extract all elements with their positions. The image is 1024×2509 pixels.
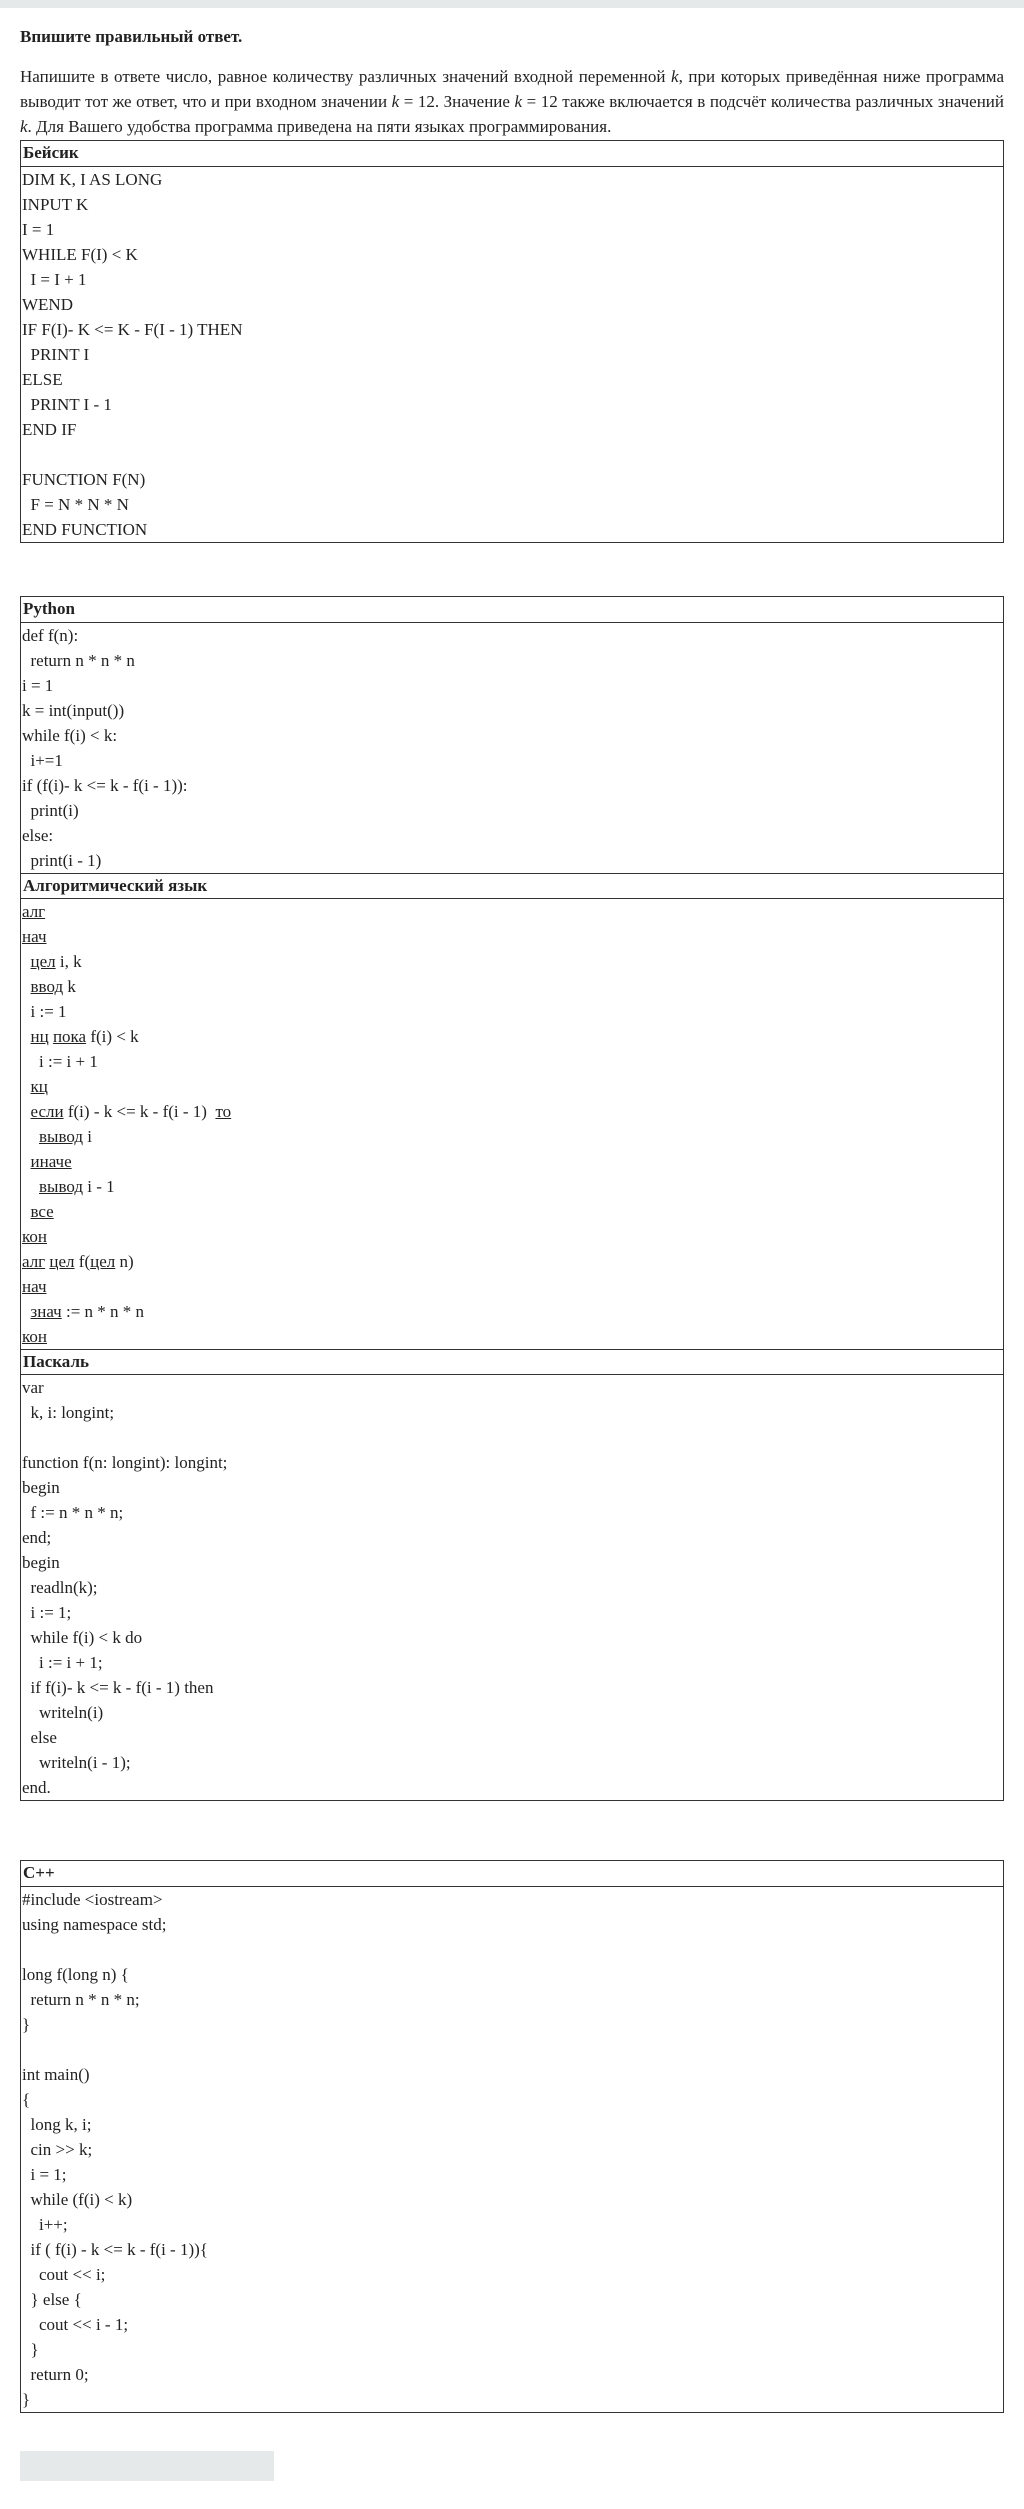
code-line bbox=[21, 1274, 1003, 1299]
code-line: return 0; bbox=[22, 2365, 89, 2384]
code-line: cin >> k; bbox=[22, 2140, 93, 2159]
code-line: } bbox=[22, 2015, 31, 2034]
code-line: readln(k); bbox=[22, 1578, 98, 1597]
code-line: def f(n): bbox=[22, 626, 79, 645]
keyword: иначе bbox=[30, 1152, 72, 1171]
pascal-code bbox=[21, 1375, 1003, 1800]
code-line bbox=[21, 1074, 1003, 1099]
code-line bbox=[21, 1249, 1003, 1274]
keyword: кон bbox=[22, 1327, 47, 1346]
code-line: } else { bbox=[22, 2290, 82, 2309]
code-line bbox=[21, 1149, 1003, 1174]
code-text: f(i) - k <= k - f(i - 1) bbox=[63, 1102, 216, 1121]
keyword: цел bbox=[30, 952, 56, 971]
code-line bbox=[21, 1425, 1003, 1450]
code-line: #include <iostream> bbox=[22, 1890, 163, 1909]
code-line: i := 1; bbox=[22, 1603, 72, 1622]
code-line: int main() bbox=[22, 2065, 90, 2084]
answer-field[interactable] bbox=[20, 2451, 274, 2481]
code-line: k = int(input()) bbox=[22, 701, 125, 720]
task-page bbox=[20, 8, 1005, 2409]
code-line: i+=1 bbox=[22, 751, 63, 770]
keyword: нач bbox=[22, 1277, 47, 1296]
code-line: i = 1 bbox=[22, 676, 54, 695]
code-text bbox=[22, 1027, 31, 1046]
code-line bbox=[21, 1937, 1003, 1962]
keyword: цел bbox=[49, 1252, 75, 1271]
code-text: i := 1 bbox=[22, 1002, 67, 1021]
code-line: i := i + 1; bbox=[22, 1653, 103, 1672]
basic-title: Бейсик bbox=[21, 141, 1003, 167]
cpp-code-box bbox=[20, 1860, 1004, 2413]
code-line: while (f(i) < k) bbox=[22, 2190, 133, 2209]
code-line: i = 1; bbox=[22, 2165, 67, 2184]
variable-k: k bbox=[391, 92, 400, 111]
question-text: , при которых приведённая ниже программа выводит тот же ответ, что и при входном значении bbox=[20, 67, 1004, 111]
code-line: print(i - 1) bbox=[22, 851, 102, 870]
code-line bbox=[21, 1324, 1003, 1349]
keyword: алг bbox=[22, 902, 46, 921]
code-text: f( bbox=[74, 1252, 91, 1271]
code-line bbox=[21, 899, 1003, 924]
code-line: writeln(i - 1); bbox=[22, 1753, 131, 1772]
code-line bbox=[21, 1174, 1003, 1199]
code-text: i, k bbox=[55, 952, 82, 971]
code-text bbox=[22, 1177, 39, 1196]
keyword: ввод bbox=[30, 977, 64, 996]
question-text: . Для Вашего удобства программа приведена на пяти языках программирования. bbox=[27, 117, 612, 136]
code-line: } bbox=[22, 2340, 39, 2359]
algo-code bbox=[21, 899, 1003, 1349]
code-line bbox=[21, 1299, 1003, 1324]
code-line: if ( f(i) - k <= k - f(i - 1)){ bbox=[22, 2240, 208, 2259]
code-line: end. bbox=[22, 1778, 51, 1797]
code-line: print(i) bbox=[22, 801, 79, 820]
code-text bbox=[22, 1302, 31, 1321]
code-text: f(i) < k bbox=[86, 1027, 139, 1046]
code-line: END IF bbox=[22, 420, 77, 439]
keyword: кон bbox=[22, 1227, 47, 1246]
cpp-code bbox=[21, 1887, 1003, 2412]
question-text: = 12 также включается в подсчёт количества различных значений bbox=[522, 92, 1005, 111]
keyword: вывод bbox=[39, 1177, 84, 1196]
code-line: I = 1 bbox=[22, 220, 55, 239]
code-text: k bbox=[63, 977, 76, 996]
cpp-title: C++ bbox=[21, 1861, 1003, 1887]
python-code bbox=[21, 623, 1003, 873]
code-text: i := i + 1 bbox=[22, 1052, 98, 1071]
code-line: } bbox=[22, 2390, 31, 2409]
keyword: нц bbox=[30, 1027, 49, 1046]
code-line: F = N * N * N bbox=[22, 495, 129, 514]
code-line bbox=[21, 1049, 1003, 1074]
code-line: i++; bbox=[22, 2215, 68, 2234]
code-line: IF F(I)- K <= K - F(I - 1) THEN bbox=[22, 320, 243, 339]
code-line: WHILE F(I) < K bbox=[22, 245, 138, 264]
code-line: WEND bbox=[22, 295, 73, 314]
code-text bbox=[22, 1127, 39, 1146]
code-line: return n * n * n bbox=[22, 651, 135, 670]
keyword: цел bbox=[90, 1252, 116, 1271]
keyword: знач bbox=[30, 1302, 62, 1321]
code-line bbox=[21, 1124, 1003, 1149]
task-question bbox=[20, 64, 1004, 139]
code-line: using namespace std; bbox=[22, 1915, 167, 1934]
algo-title: Алгоритмический язык bbox=[21, 873, 1003, 899]
code-line bbox=[21, 442, 1003, 467]
code-text: := n * n * n bbox=[61, 1302, 145, 1321]
keyword: то bbox=[215, 1102, 232, 1121]
python-code-box bbox=[20, 596, 1004, 1801]
code-line: INPUT K bbox=[22, 195, 89, 214]
code-line bbox=[21, 1199, 1003, 1224]
code-line: I = I + 1 bbox=[22, 270, 87, 289]
variable-k: k bbox=[20, 117, 28, 136]
question-text: = 12. Значение bbox=[399, 92, 515, 111]
code-line: f := n * n * n; bbox=[22, 1503, 124, 1522]
code-text bbox=[22, 1102, 31, 1121]
code-line bbox=[21, 1224, 1003, 1249]
code-line: begin bbox=[22, 1553, 60, 1572]
code-line: { bbox=[22, 2090, 31, 2109]
keyword: кц bbox=[30, 1077, 48, 1096]
code-line bbox=[21, 1024, 1003, 1049]
pascal-title: Паскаль bbox=[21, 1349, 1003, 1375]
code-text bbox=[22, 952, 31, 971]
question-text: Напишите в ответе число, равное количеству различных значений входной переменной bbox=[20, 67, 672, 86]
code-line: END FUNCTION bbox=[22, 520, 148, 539]
code-line: PRINT I - 1 bbox=[22, 395, 112, 414]
variable-k: k bbox=[671, 67, 679, 86]
code-text bbox=[22, 1077, 31, 1096]
code-text: n) bbox=[115, 1252, 134, 1271]
code-line bbox=[21, 924, 1003, 949]
code-line: function f(n: longint): longint; bbox=[22, 1453, 228, 1472]
code-line bbox=[21, 1099, 1003, 1124]
code-line: FUNCTION F(N) bbox=[22, 470, 146, 489]
code-line: else: bbox=[22, 826, 54, 845]
keyword: пока bbox=[52, 1027, 87, 1046]
code-line bbox=[21, 974, 1003, 999]
keyword: алг bbox=[22, 1252, 46, 1271]
keyword: все bbox=[30, 1202, 54, 1221]
code-line: cout << i - 1; bbox=[22, 2315, 129, 2334]
top-bar bbox=[0, 0, 1024, 8]
code-line: long f(long n) { bbox=[22, 1965, 129, 1984]
code-line: k, i: longint; bbox=[22, 1403, 115, 1422]
code-text: i - 1 bbox=[83, 1177, 115, 1196]
code-line: else bbox=[22, 1728, 57, 1747]
code-text bbox=[22, 1152, 31, 1171]
code-text bbox=[22, 1202, 31, 1221]
code-line: if (f(i)- k <= k - f(i - 1)): bbox=[22, 776, 188, 795]
code-line: if f(i)- k <= k - f(i - 1) then bbox=[22, 1678, 214, 1697]
basic-code-box bbox=[20, 140, 1004, 543]
code-text bbox=[22, 977, 31, 996]
task-instruction: Впишите правильный ответ. bbox=[20, 27, 243, 46]
variable-k: k bbox=[514, 92, 523, 111]
code-line: while f(i) < k do bbox=[22, 1628, 143, 1647]
python-title: Python bbox=[21, 597, 1003, 623]
code-line: ELSE bbox=[22, 370, 63, 389]
code-line: return n * n * n; bbox=[22, 1990, 140, 2009]
code-line: DIM K, I AS LONG bbox=[22, 170, 163, 189]
code-line bbox=[21, 2037, 1003, 2062]
code-line: cout << i; bbox=[22, 2265, 106, 2284]
code-line: while f(i) < k: bbox=[22, 726, 118, 745]
keyword: вывод bbox=[39, 1127, 84, 1146]
code-line bbox=[21, 949, 1003, 974]
code-line bbox=[21, 999, 1003, 1024]
code-line: PRINT I bbox=[22, 345, 90, 364]
keyword: нач bbox=[22, 927, 47, 946]
code-line: var bbox=[22, 1378, 44, 1397]
basic-code bbox=[21, 167, 1003, 542]
keyword: если bbox=[30, 1102, 64, 1121]
code-line: begin bbox=[22, 1478, 60, 1497]
code-line: end; bbox=[22, 1528, 52, 1547]
code-line: writeln(i) bbox=[22, 1703, 104, 1722]
code-line: long k, i; bbox=[22, 2115, 92, 2134]
code-text: i bbox=[83, 1127, 93, 1146]
